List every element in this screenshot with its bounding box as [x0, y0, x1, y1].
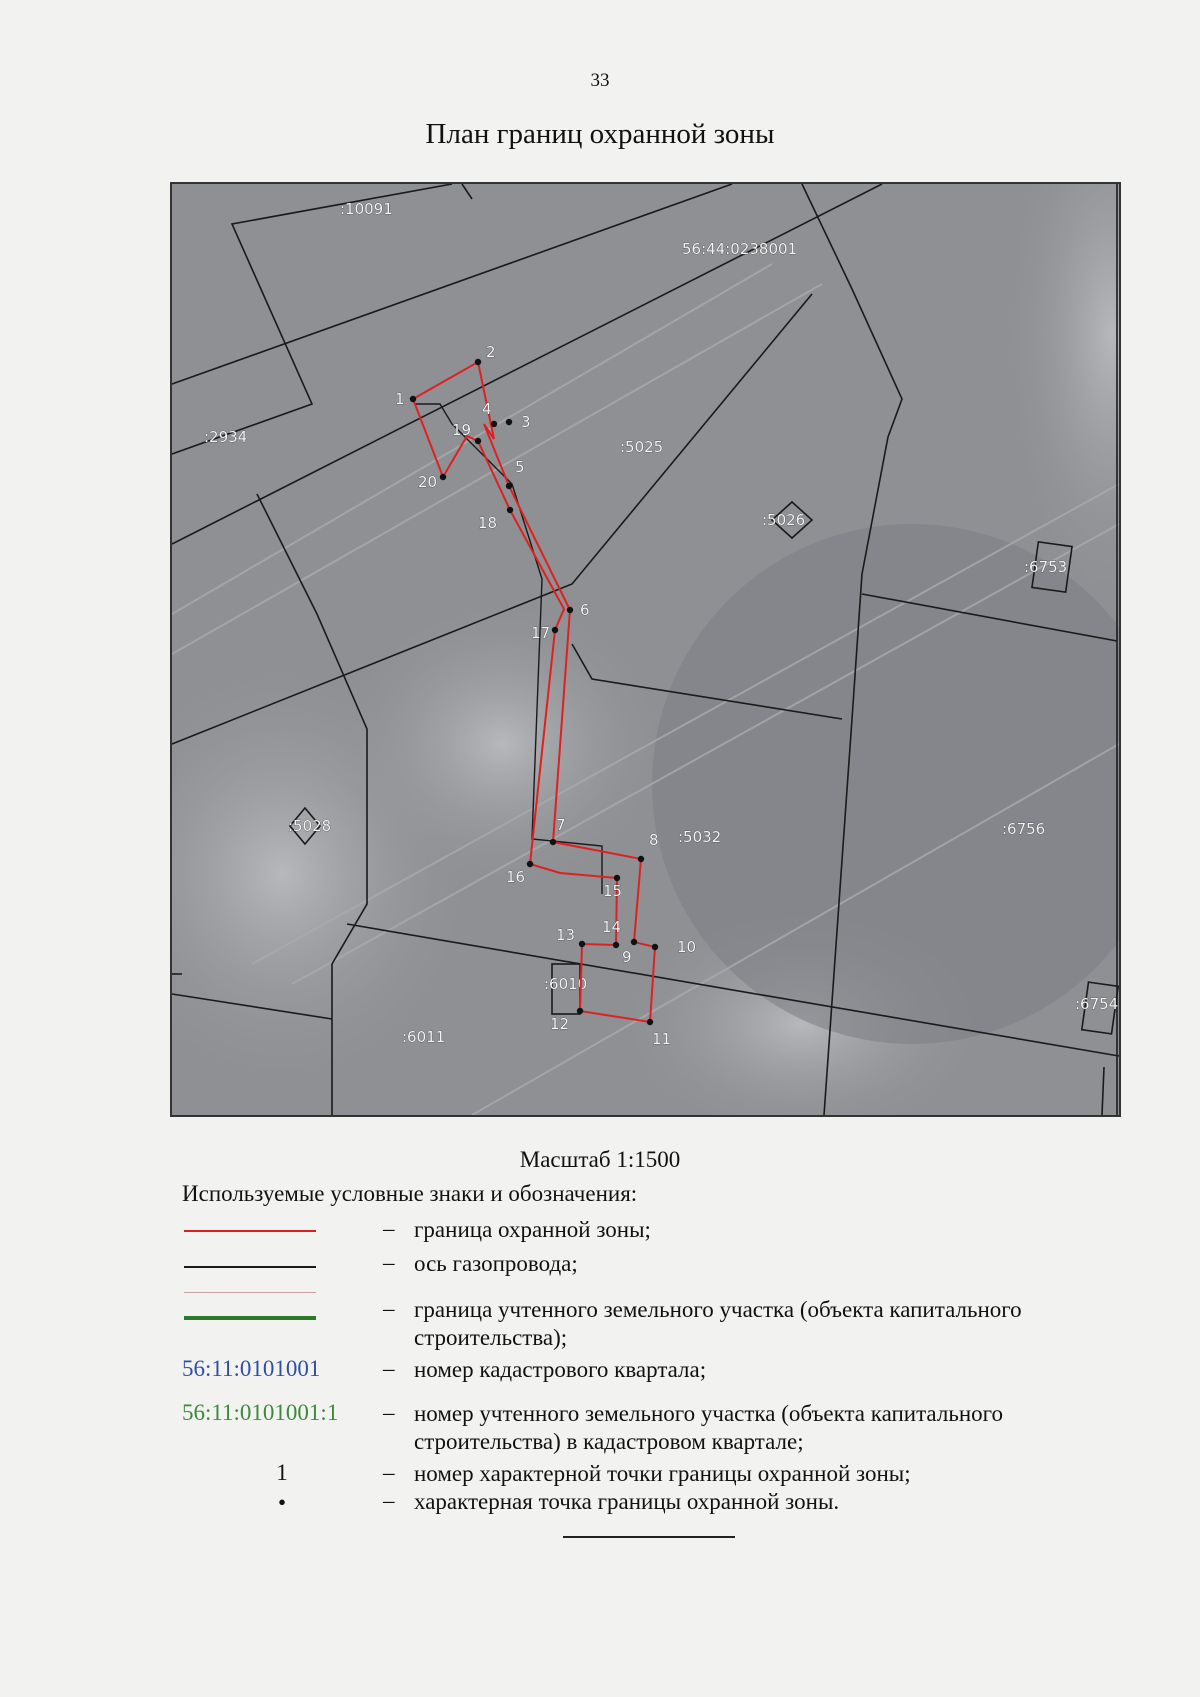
point-label-16: 16 — [506, 868, 526, 886]
boundary-point-7 — [550, 839, 556, 845]
boundary-point-12 — [577, 1008, 583, 1014]
label-6011: :6011 — [402, 1028, 446, 1046]
boundary-point-9 — [631, 939, 637, 945]
label-5026: :5026 — [762, 511, 806, 529]
footer-rule — [563, 1536, 735, 1538]
legend-row-point-marker — [182, 1488, 1082, 1516]
boundary-point-4 — [491, 421, 497, 427]
page-number: 33 — [590, 70, 610, 91]
point-number-sample: 1 — [276, 1460, 288, 1485]
legend-dash: – — [383, 1216, 395, 1241]
point-label-17: 17 — [531, 624, 551, 642]
legend-text: номер кадастрового квартала; — [414, 1357, 707, 1382]
legend-row-zone-boundary — [182, 1216, 1082, 1244]
legend-dash: – — [383, 1400, 395, 1425]
label-10091: :10091 — [340, 200, 393, 218]
map-svg — [172, 184, 1119, 1115]
point-label-13: 13 — [556, 926, 576, 944]
legend-title: Используемые условные знаки и обозначения: — [182, 1181, 638, 1206]
point-label-1: 1 — [395, 390, 405, 408]
point-label-8: 8 — [649, 831, 659, 849]
boundary-point-5 — [506, 483, 512, 489]
legend-row-pipeline-axis — [182, 1250, 1082, 1278]
legend-dash: – — [383, 1250, 395, 1275]
black-line-symbol — [182, 1250, 332, 1280]
point-label-7: 7 — [556, 816, 566, 834]
point-label-11: 11 — [652, 1030, 672, 1048]
label-quarter: 56:44:0238001 — [682, 240, 798, 258]
point-label-4: 4 — [482, 400, 492, 418]
light-area-center — [332, 594, 672, 894]
boundary-point-2 — [475, 359, 481, 365]
boundary-point-20 — [440, 474, 446, 480]
boundary-point-18 — [507, 507, 513, 513]
boundary-point-13 — [579, 941, 585, 947]
legend-row-quarter-number — [182, 1356, 1082, 1384]
legend-text: номер учтенного земельного участка (объекта капитального строительства) в кадастровом квартале; — [414, 1401, 1003, 1454]
point-label-2: 2 — [486, 343, 496, 361]
quarter-code-sample: 56:11:0101001 — [182, 1356, 321, 1381]
boundary-point-16 — [527, 861, 533, 867]
point-label-14: 14 — [602, 918, 622, 936]
legend-dash: – — [383, 1296, 395, 1321]
point-label-3: 3 — [521, 413, 531, 431]
point-label-19: 19 — [452, 421, 472, 439]
label-5025: :5025 — [620, 438, 664, 456]
page-title: План границ охранной зоны — [425, 118, 775, 150]
boundary-point-17 — [552, 627, 558, 633]
scale-label: Масштаб 1:1500 — [519, 1147, 681, 1172]
boundary-point-6 — [567, 607, 573, 613]
parcel-code-sample: 56:11:0101001:1 — [182, 1400, 339, 1425]
legend-text: граница охранной зоны; — [414, 1217, 651, 1242]
legend-row-parcel-boundary — [182, 1296, 1082, 1354]
point-label-15: 15 — [603, 882, 623, 900]
point-label-6: 6 — [580, 601, 590, 619]
boundary-point-3 — [506, 419, 512, 425]
point-label-10: 10 — [677, 938, 697, 956]
label-6010: :6010 — [544, 975, 588, 993]
label-2934: :2934 — [204, 428, 248, 446]
legend-text: граница учтенного земельного участка (объекта капитального строительства); — [414, 1297, 1022, 1350]
boundary-point-14 — [613, 942, 619, 948]
point-label-18: 18 — [478, 514, 498, 532]
legend-row-point-number — [182, 1460, 1082, 1488]
label-6754: :6754 — [1075, 995, 1119, 1013]
legend-text: номер характерной точки границы охранной зоны; — [414, 1461, 911, 1486]
point-label-12: 12 — [550, 1015, 570, 1033]
legend-text: характерная точка границы охранной зоны. — [414, 1489, 840, 1514]
label-6756: :6756 — [1002, 820, 1046, 838]
point-dot-sample: • — [277, 1490, 287, 1515]
legend-dash: – — [383, 1356, 395, 1381]
boundary-point-19 — [475, 438, 481, 444]
boundary-point-8 — [638, 856, 644, 862]
red-line-symbol — [182, 1216, 332, 1246]
legend-text: ось газопровода; — [414, 1251, 578, 1276]
legend-dash: – — [383, 1460, 395, 1485]
legend-dash: – — [383, 1488, 395, 1513]
boundary-point-15 — [614, 875, 620, 881]
label-5028: :5028 — [288, 817, 332, 835]
cadastral-map — [170, 182, 1121, 1117]
legend-row-parcel-number — [182, 1400, 1082, 1458]
boundary-point-10 — [652, 944, 658, 950]
point-label-9: 9 — [622, 948, 632, 966]
point-label-20: 20 — [418, 473, 438, 491]
label-5032: :5032 — [678, 828, 722, 846]
boundary-point-1 — [410, 396, 416, 402]
boundary-point-11 — [647, 1019, 653, 1025]
point-label-5: 5 — [515, 458, 525, 476]
green-line-symbol — [182, 1296, 332, 1326]
label-6753: :6753 — [1024, 558, 1068, 576]
